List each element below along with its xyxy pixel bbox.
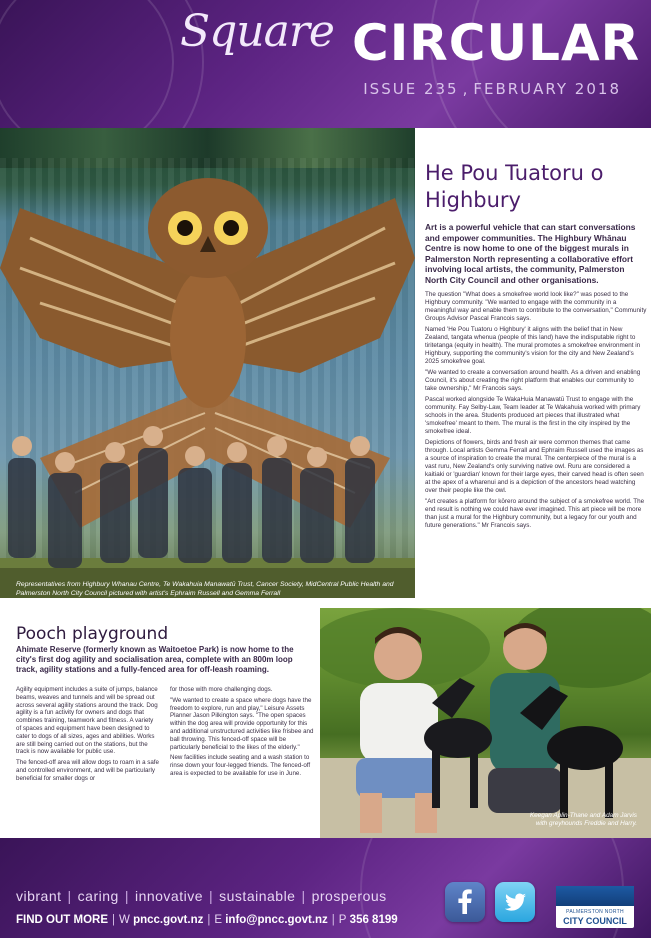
contact-separator: | (207, 914, 211, 926)
mural-photo-caption: Representatives from Highbury Whanau Centre, Te Wakahuia Manawatū Trust, Cancer Society, MidCentral Public Health and Palmerston North City Council pictured with artist's Ephraim Russell and Gemma Ferrall (16, 581, 394, 597)
issue-date: FEBRUARY 2018 (473, 80, 621, 98)
email-link[interactable]: info@pncc.govt.nz (225, 914, 328, 926)
dog-photo-caption: Keegan Aplin-Thane and Adam Jarvis with greyhounds Freddie and Harry. (529, 812, 637, 827)
phone-number[interactable]: 356 8199 (349, 914, 398, 926)
find-out-more-label: FIND OUT MORE (16, 914, 108, 926)
pooch-paragraph: "We wanted to create a space where dogs have the freedom to explore, run and play," Leisure Assets Planner Jason Pilkington says. "The open spaces within the dog area will provide opportunity for this and additional unstructured activities like frisbee and ball throwing. This fenced-off space will be particularly beneficial to the likes of the elderly." (170, 696, 314, 751)
twitter-icon[interactable] (495, 882, 535, 922)
facebook-glyph (445, 882, 485, 922)
value-innovative: innovative (134, 888, 203, 904)
feature-paragraph: "We wanted to create a conversation around health. As a driven and enabling Council, it's about creating the right platform that enables our community to take ownership," Mr Francois says. (425, 369, 641, 392)
council-values (16, 888, 387, 904)
pooch-paragraph: Agility equipment includes a suite of jumps, balance beams, weaves and tunnels and will be spread out across several agility stations around the track. Dog agility is a fun activity for owners and dogs that combines training, teamwork and fitness. A variety of spaces and equipment have been designed to cater to dogs of all sizes, ages and abilities. Works are still being carried out on the stations, but the track is now available for public use. (16, 686, 158, 756)
masthead-title-script: Square (180, 6, 334, 57)
pooch-article (0, 608, 320, 838)
owl-mural-image (0, 128, 415, 598)
twitter-glyph (495, 882, 535, 922)
value-separator: | (301, 888, 306, 904)
mural-photo (0, 128, 415, 598)
value-vibrant: vibrant (16, 888, 62, 904)
pooch-paragraph: for those with more challenging dogs. (170, 686, 273, 693)
contact-line (16, 914, 398, 926)
men-with-greyhounds-image (320, 608, 651, 838)
feature-paragraph: Named 'He Pou Tuatoru o Highbury' it aligns with the belief that in New Zealand, tangata whenua (people of this land) have the indisputable right to tiritetanga (equity in health). The mural promotes a smokefree environment in Highbury, supporting the community's vision for the city and New Zealand's 2025 smokefree goal. (425, 326, 641, 365)
issue-line (363, 80, 621, 98)
feature-article (415, 128, 651, 598)
dog-park-photo (320, 608, 651, 838)
pooch-title: Pooch playground (16, 624, 169, 644)
web-label: W (119, 914, 130, 926)
pooch-column-1 (16, 686, 160, 786)
facebook-icon[interactable] (445, 882, 485, 922)
feature-paragraph: "Art creates a platform for kōrero around the subject of a smokefree world. The end result is nothing we could have ever imagined. This art piece will be more than just a mural for the Highbury community, but a legacy for our youth and future generations." Mr Francois says. (425, 498, 645, 529)
feature-paragraph: Pascal worked alongside Te WakaHuia Manawatū Trust to engage with the community. Fay Selby-Law, Team leader at Te Wakahuia worked with primary schools in the area. Students produced art pieces that illustrated what 'smokefree' meant to them. The mural is the first in the city inspired by the smokefree ideal. (425, 396, 641, 435)
council-logo-mark (556, 886, 634, 906)
feature-paragraph: The question "What does a smokefree world look like?" was posed to the Highbury community. "We wanted to engage with the community in a meaningful way and enable them to contribute to the conversation," Community Groups Advisor Pascal Francois says. (425, 291, 647, 322)
contact-separator: | (331, 914, 335, 926)
website-link[interactable]: pncc.govt.nz (133, 914, 204, 926)
feature-body (425, 291, 647, 533)
pooch-paragraph: The fenced-off area will allow dogs to roam in a safe and controlled environment, and will be particularly beneficial for smaller dogs or (16, 759, 159, 782)
pooch-paragraph: New facilities include seating and a wash station to rinse down your four-legged friends. The fenced-off area is expected to be available for use in June. (170, 754, 311, 777)
masthead-title-caps: CIRCULAR (352, 14, 641, 72)
value-caring: caring (77, 888, 119, 904)
phone-label: P (338, 914, 347, 926)
masthead (0, 0, 651, 128)
email-label: E (214, 914, 223, 926)
footer (0, 838, 651, 938)
value-prosperous: prosperous (311, 888, 387, 904)
council-logo-line1: PALMERSTON NORTH (566, 909, 624, 915)
council-logo-line2: CITY COUNCIL (563, 916, 627, 926)
council-logo (556, 886, 634, 928)
value-separator: | (67, 888, 72, 904)
feature-paragraph: Depictions of flowers, birds and fresh air were common themes that came through. Local artists Gemma Ferrall and Ephraim Russell used the images as a source of inspiration to create the mural. The centerpiece of the mural is a vast ruru, New Zealand's only surviving native owl. Ruru are considered a kaitiaki or 'guardian' known for their large eyes, their carved head is often seen at the apex of a wharenui and is a depiction of the ancestors head watching over their people like the owl. (425, 439, 644, 494)
feature-title: He Pou Tuatoru o Highbury (425, 161, 604, 212)
pooch-lead: Ahimate Reserve (formerly known as Waitoetoe Park) is now home to the city's first dog agility and socialisation area, complete with an 800m loop track, agility stations and a fully-fenced area for off-leash roaming. (16, 645, 294, 674)
value-sustainable: sustainable (219, 888, 296, 904)
value-separator: | (209, 888, 214, 904)
feature-lead: Art is a powerful vehicle that can start conversations and empower communities. The Highbury Whānau Centre is now home to one of the biggest murals in Palmerston North representing a collaborative effort involving local artists, the community, Palmerston North City Council and other organisations. (425, 222, 636, 285)
pooch-column-2 (170, 686, 314, 781)
issue-separator: , (462, 80, 470, 98)
value-separator: | (124, 888, 129, 904)
issue-number: ISSUE 235 (363, 80, 459, 98)
contact-separator: | (112, 914, 115, 926)
